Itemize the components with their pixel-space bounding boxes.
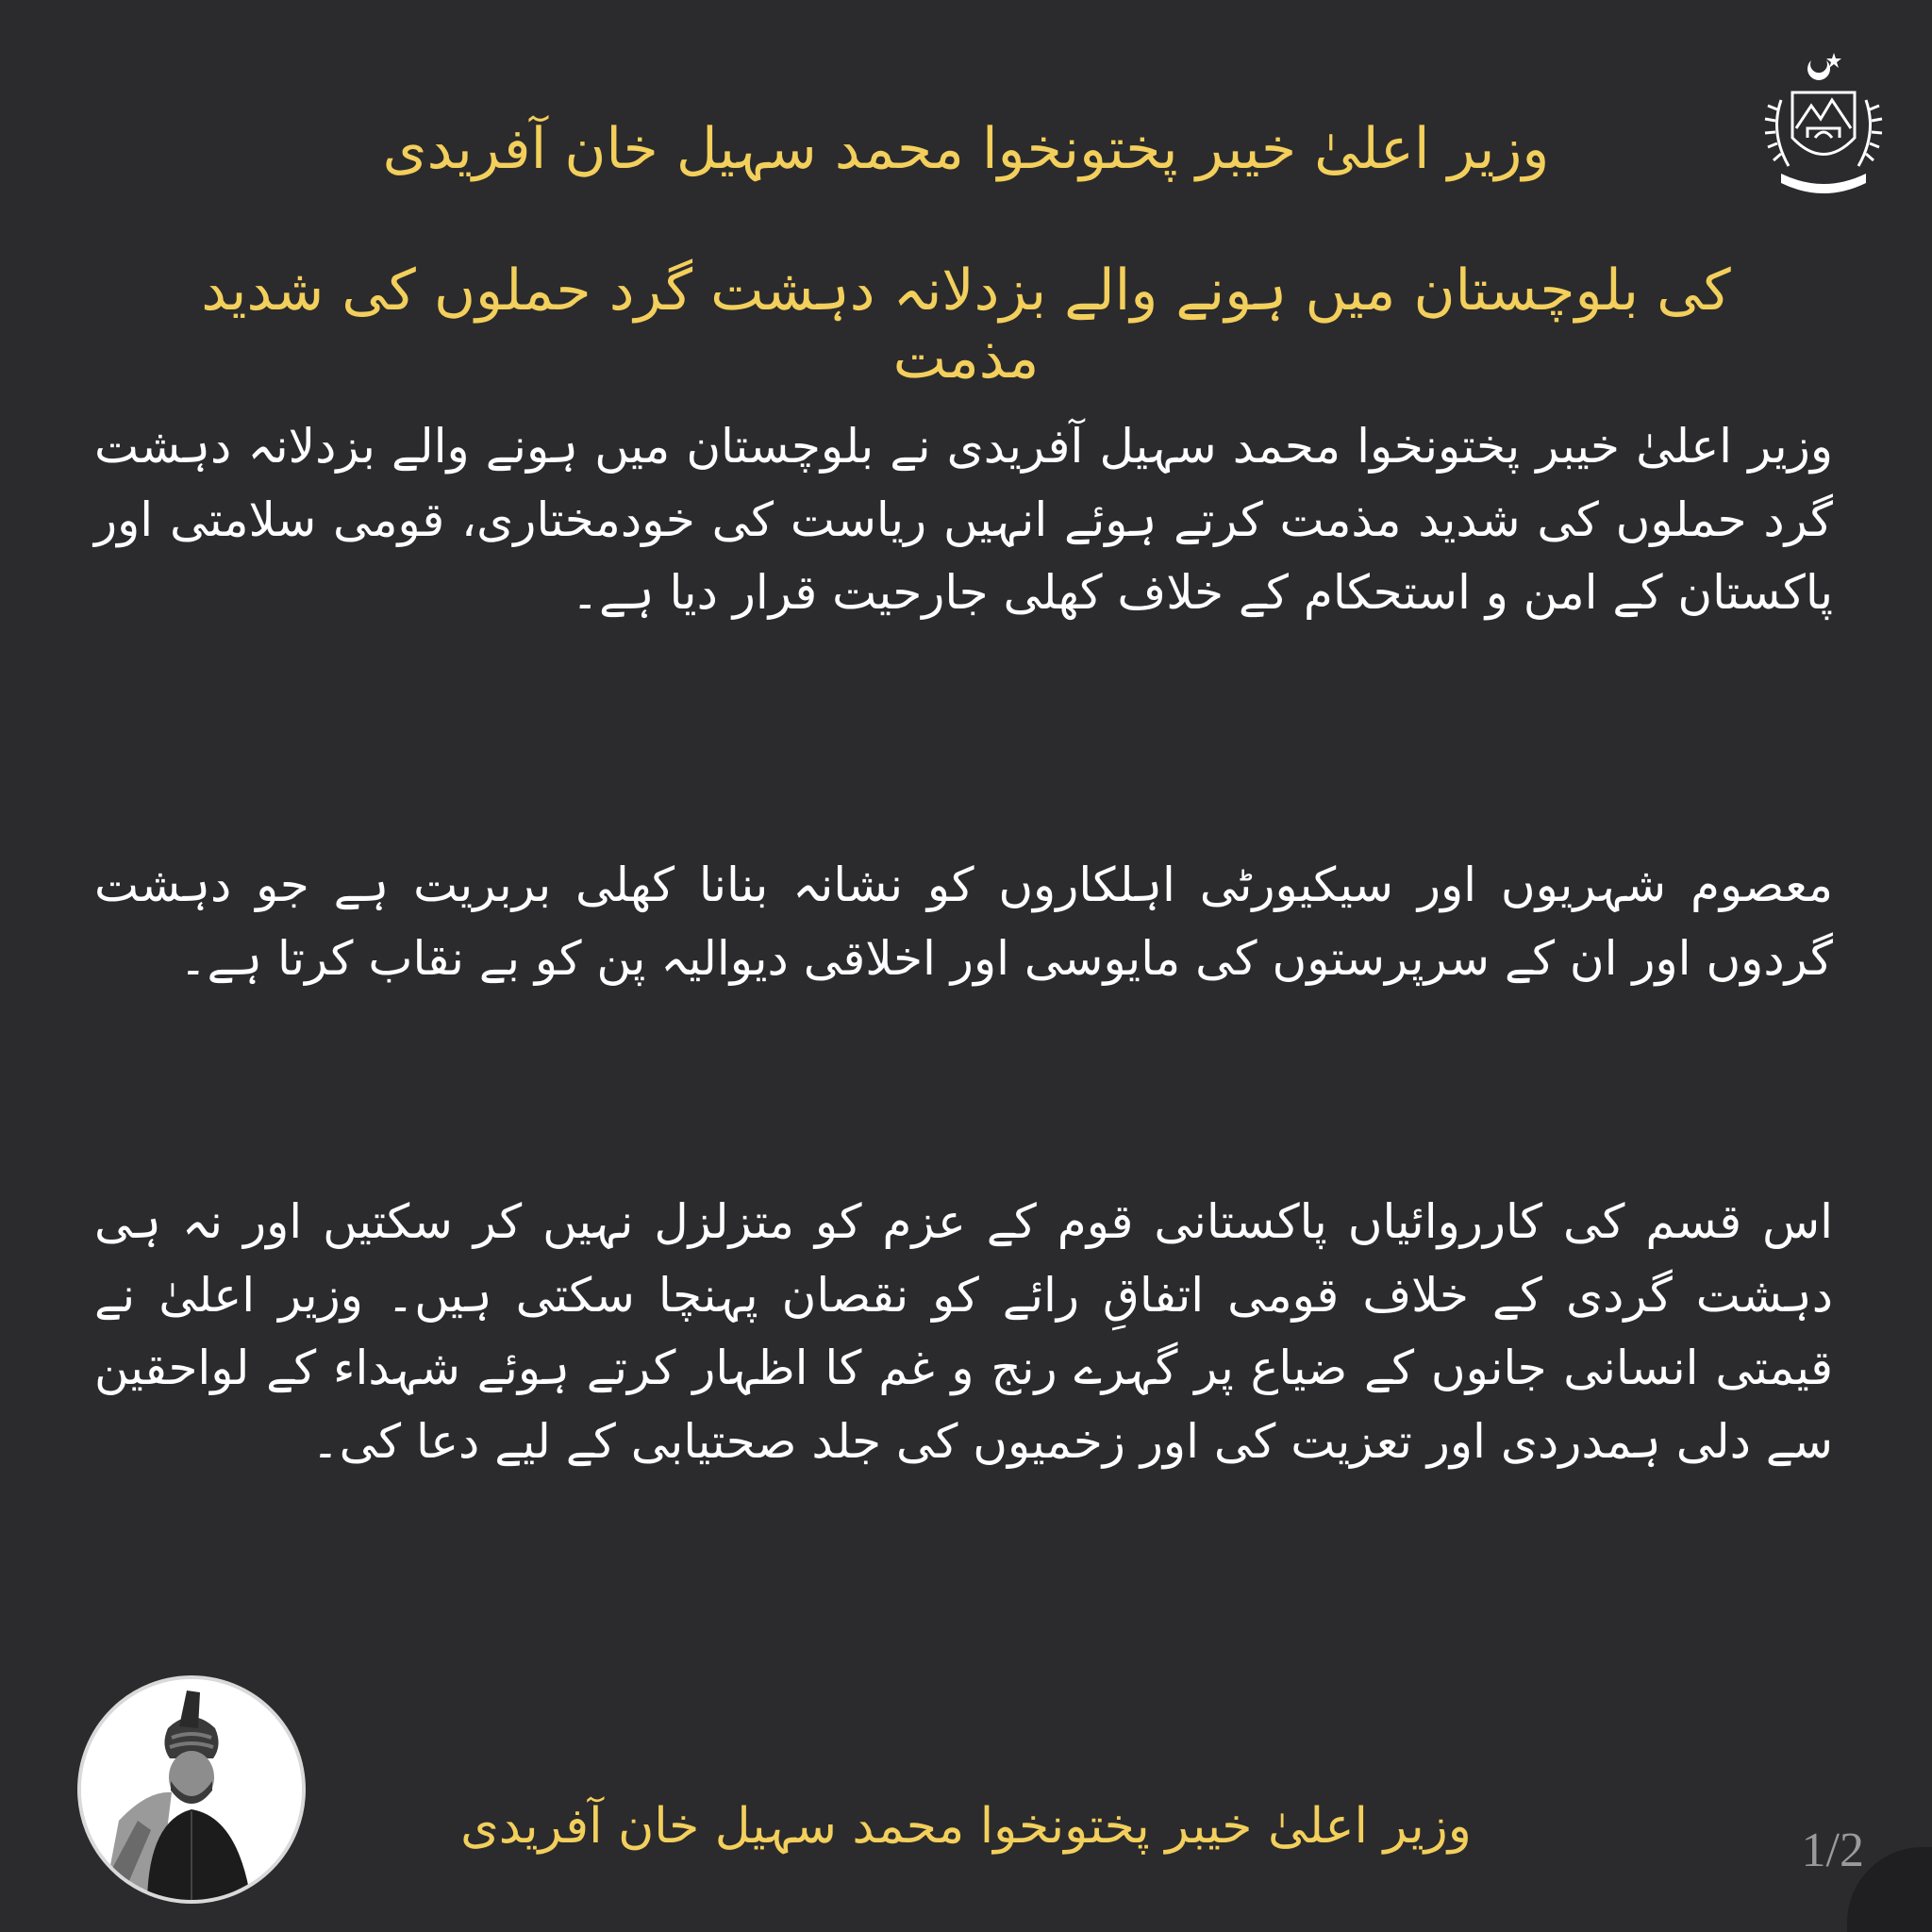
paragraph-3: اس قسم کی کارروائیاں پاکستانی قوم کے عزم کو متزلزل نہیں کر سکتیں اور نہ ہی دہشت گردی کے خلاف قومی اتفاقِ رائے کو نقصان پہنچا سکتی ہیں۔ وزیر اعلیٰ نے قیمتی انسانی جانوں کے ضیاع پر گہرے رنج و غم کا اظہار کرتے ہوئے شہداء کے لواحقین سے دلی ہمدردی اور تعزیت کی اور زخمیوں کی جلد صحتیابی کے لیے دعا کی۔ [94,1194,1833,1469]
headline-line-1: وزیر اعلیٰ خیبر پختونخوا محمد سہیل خان آفریدی [382,116,1550,182]
page-indicator: 1/2 [1801,1824,1864,1877]
paragraph-2: معصوم شہریوں اور سیکیورٹی اہلکاروں کو نشانہ بنانا کھلی بربریت ہے جو دہشت گردوں اور ان کے سرپرستوں کی مایوسی اور اخلاقی دیوالیہ پن کو بے نقاب کرتا ہے۔ [94,858,1833,986]
chief-minister-portrait-icon [77,1675,306,1904]
headline-line-2: کی بلوچستان میں ہونے والے بزدلانہ دہشت گرد حملوں کی شدید مذمت [201,258,1731,391]
signature-name: وزیر اعلیٰ خیبر پختونخوا محمد سہیل خان آفریدی [460,1798,1472,1855]
paragraph-1: وزیر اعلیٰ خیبر پختونخوا محمد سہیل آفریدی نے بلوچستان میں ہونے والے بزدلانہ دہشت گرد حملوں کی شدید مذمت کرتے ہوئے انہیں ریاست کی خودمختاری، قومی سلامتی اور پاکستان کے امن و استحکام کے خلاف کھلی جارحیت قرار دیا ہے۔ [94,419,1833,620]
